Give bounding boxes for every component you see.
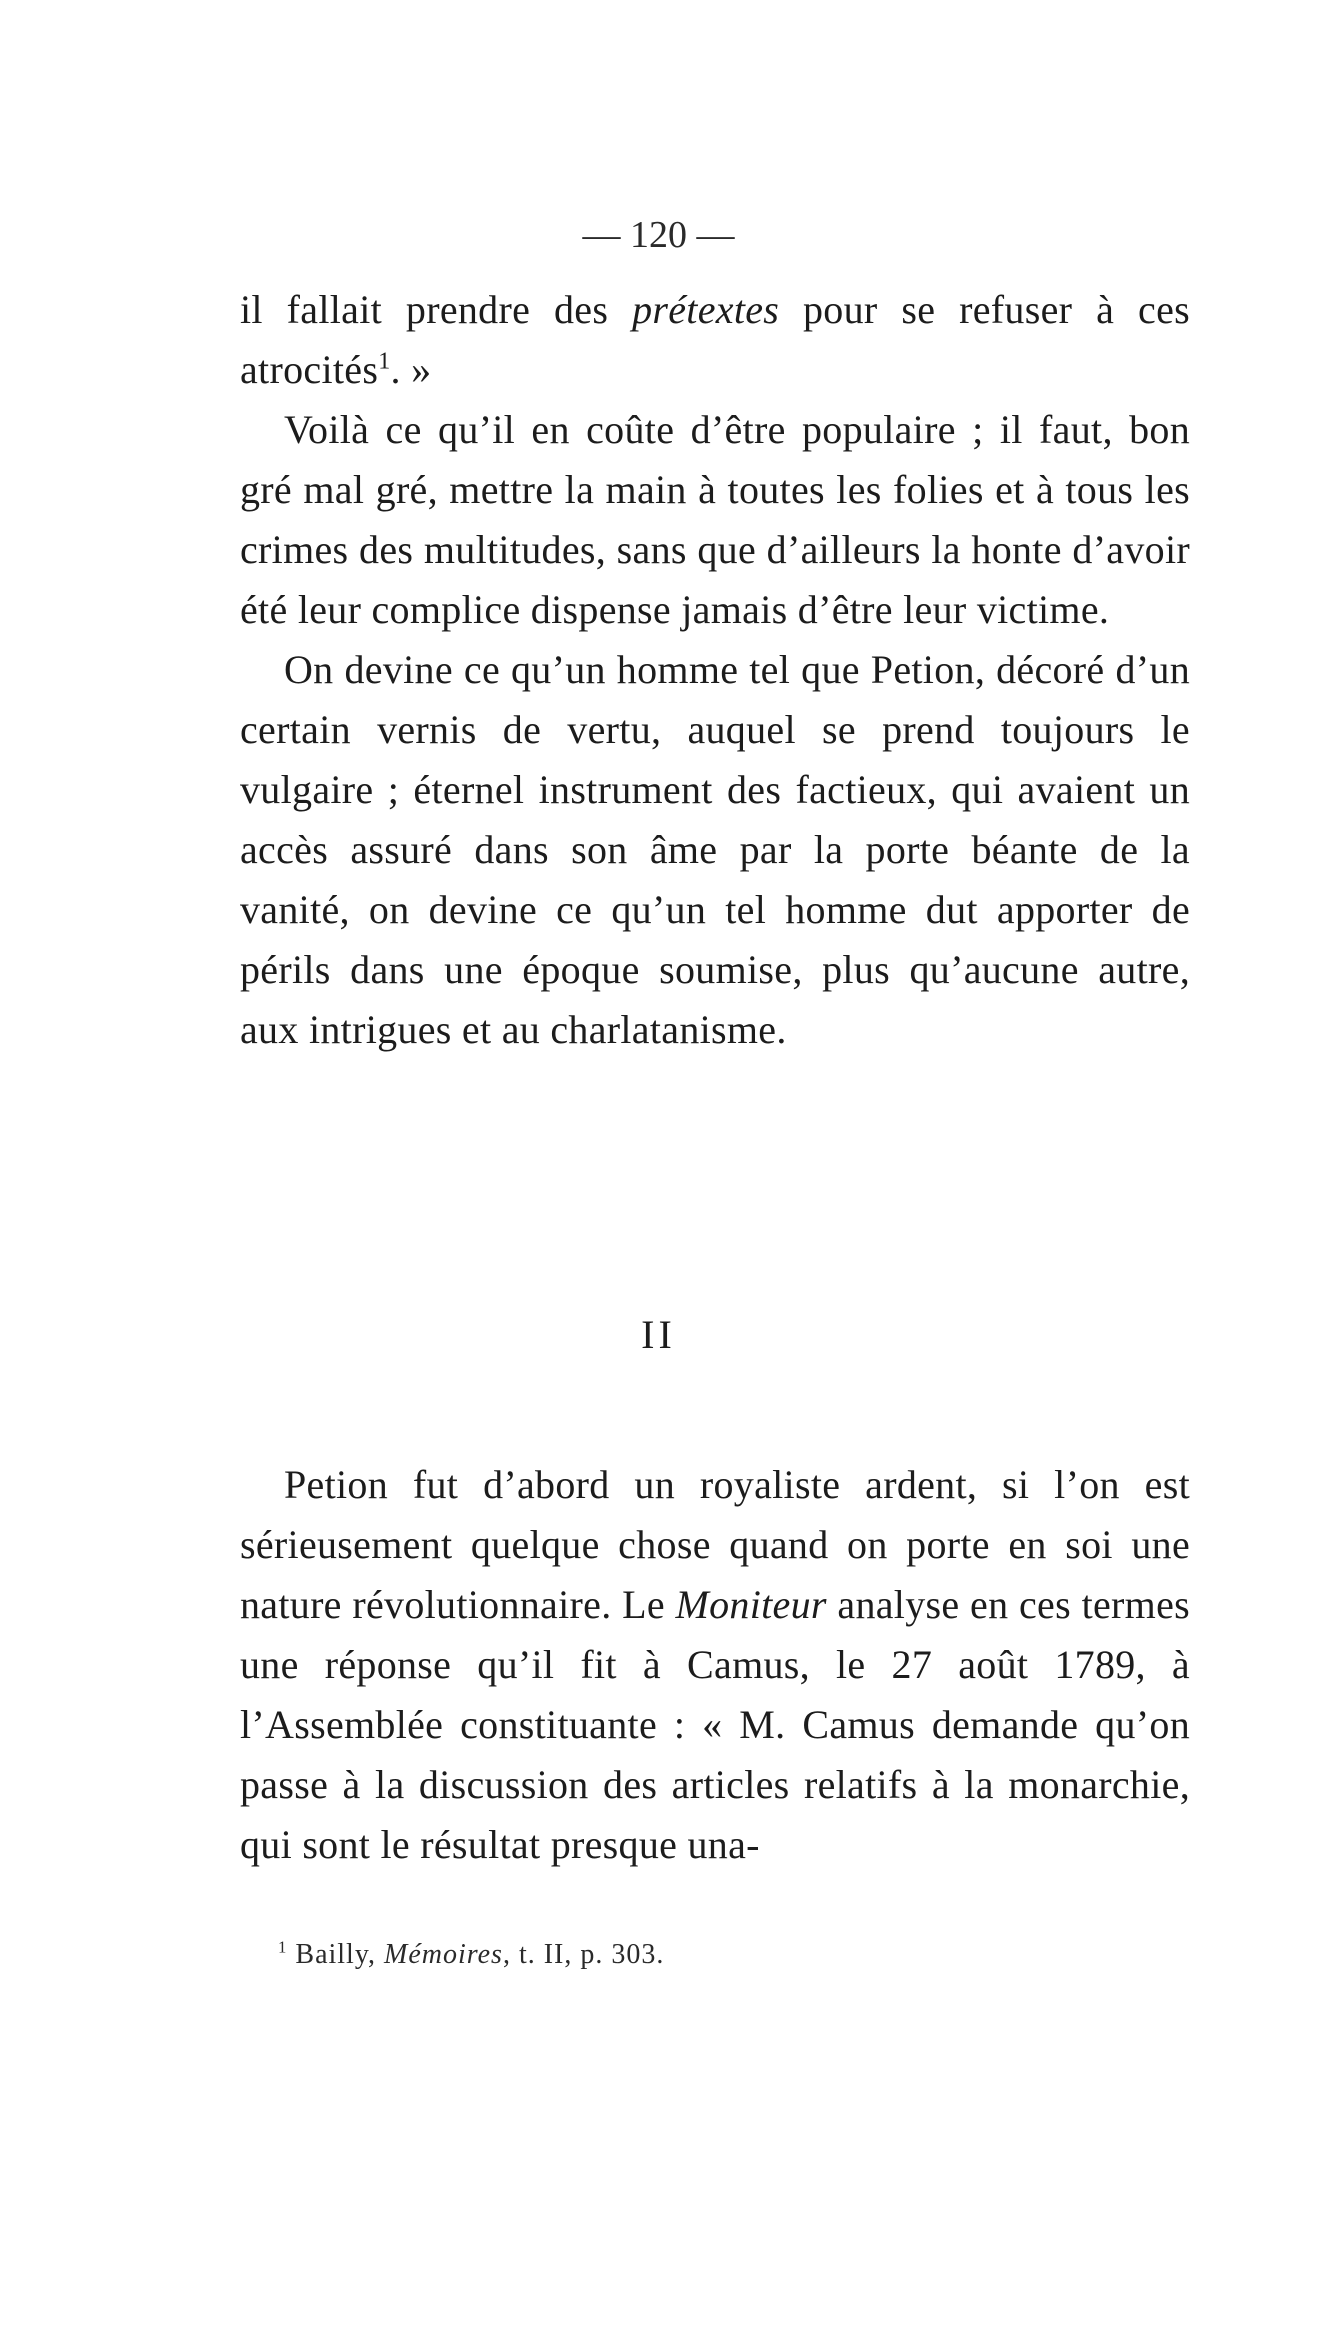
footnote-mark: 1 (278, 1937, 288, 1957)
paragraph (240, 1455, 1190, 1875)
text-block-bottom (240, 1455, 1190, 1875)
text-run: il fallait prendre des (240, 287, 633, 332)
section-heading: II (641, 1312, 676, 1357)
text-run: analyse en ces termes une réponse qu’il fit à Camus, le 27 août 1789, à l’Assemblée constituante : « M. Camus demande qu’on passe à la discussion des articles relatifs à la monarchie, qui sont le résultat presque una- (240, 1582, 1190, 1867)
footnote-reference: 1 (378, 348, 391, 375)
text-run: pour se refuser à ces atrocités (240, 287, 1190, 392)
footnote (278, 1935, 664, 1975)
italic-title: Moniteur (675, 1582, 827, 1627)
paragraph: Voilà ce qu’il en coûte d’être populaire ; il faut, bon gré mal gré, mettre la main à toutes les folies et à tous les crimes des multitudes, sans que d’ailleurs la honte d’avoir été leur complice dispense jamais d’être leur victime. (240, 407, 1190, 632)
paragraph: On devine ce qu’un homme tel que Petion, décoré d’un certain vernis de vertu, auquel se prend toujours le vulgaire ; éternel instrument des factieux, qui avaient un accès assuré dans son âme par la porte béante de la vanité, on devine ce qu’un tel homme dut apporter de périls dans une époque soumise, plus qu’aucune autre, aux intrigues et au charlatanisme. (240, 647, 1190, 1052)
paragraph-continuation (240, 280, 1190, 400)
italic-term: prétextes (632, 287, 780, 332)
text-block-top (240, 280, 1190, 1060)
text-run: Petion fut d’abord un royaliste ardent, si l’on est sérieusement quelque chose quand on porte en soi une nature révolutionnaire. Le (240, 1462, 1190, 1627)
footnote-author: Bailly, (287, 1939, 385, 1970)
footnote-work: Mémoires (384, 1939, 503, 1970)
text-run: . » (390, 347, 432, 392)
page-number: — 120 — (582, 214, 735, 256)
footnote-reference-text: , t. II, p. 303. (502, 1939, 665, 1970)
